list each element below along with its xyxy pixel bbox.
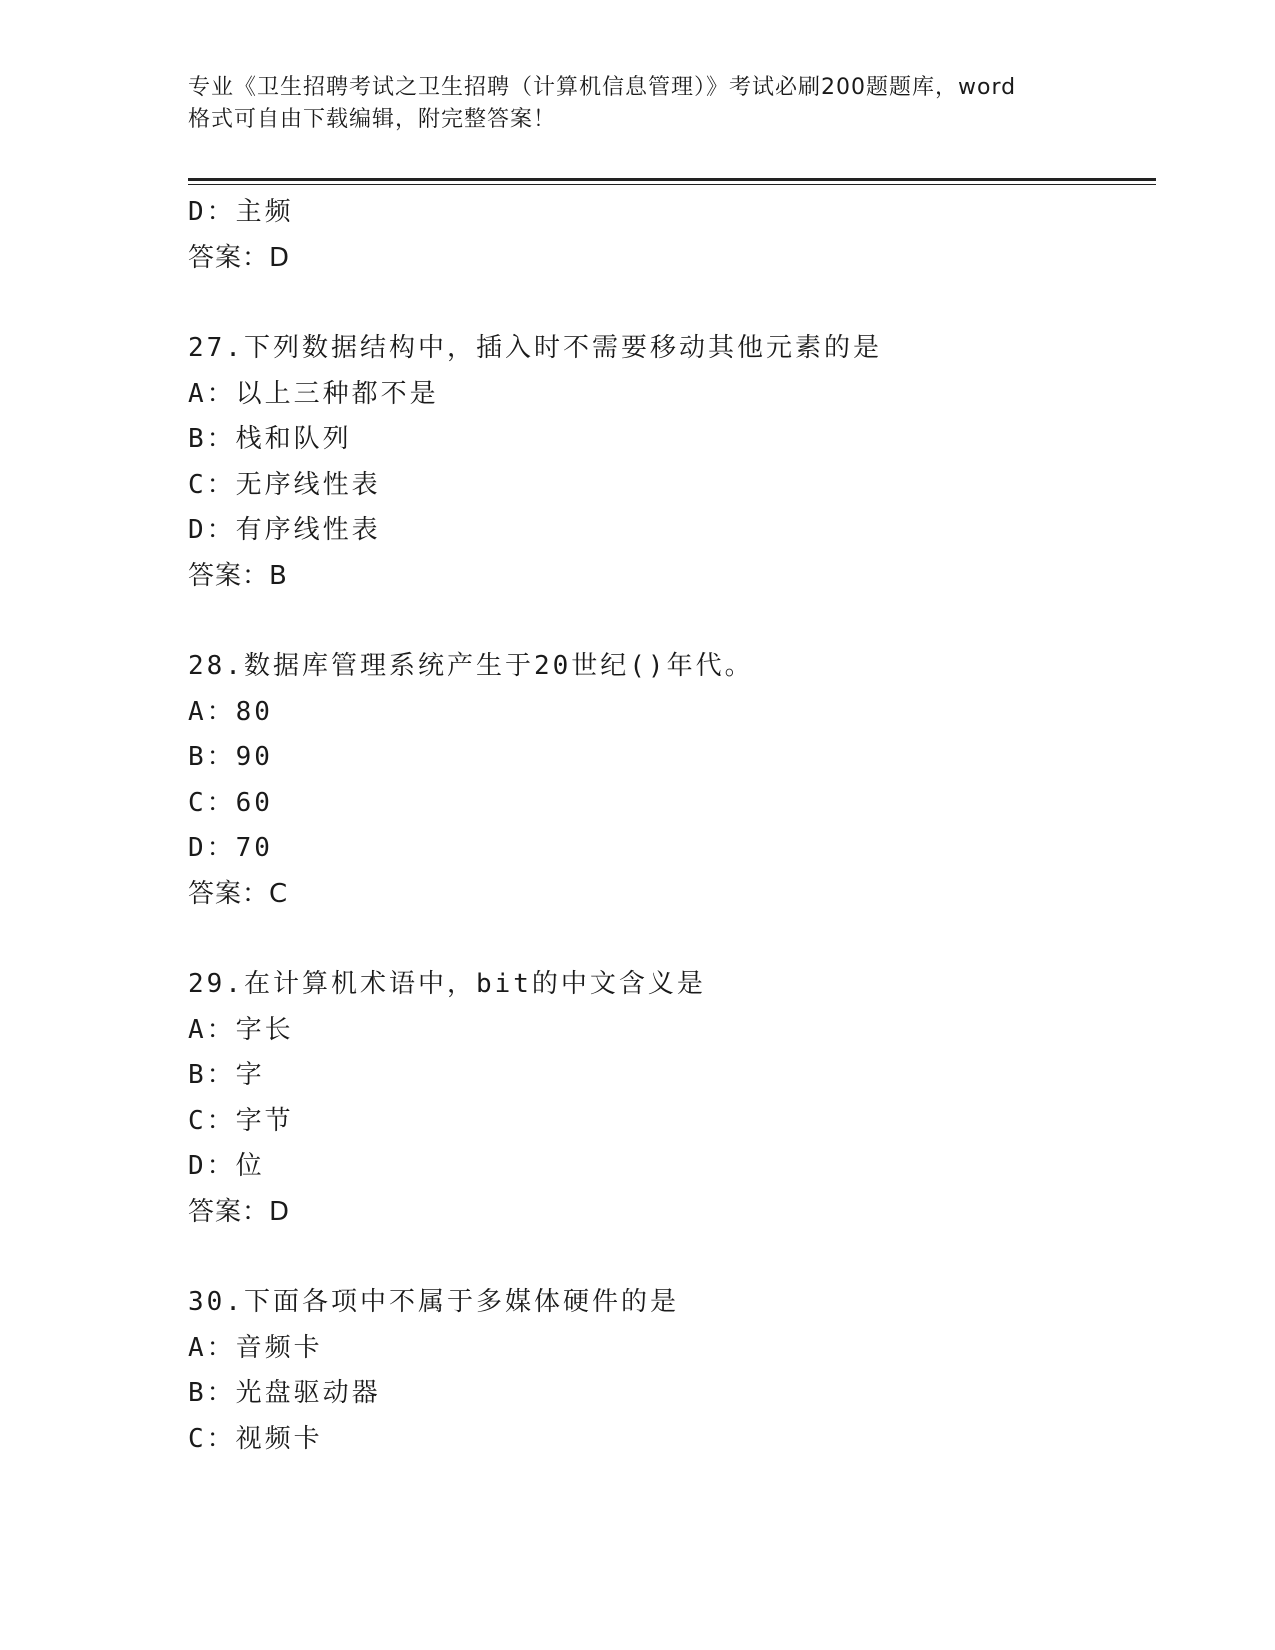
option-b: B：光盘驱动器 (188, 1378, 381, 1408)
question-stem: 30.下面各项中不属于多媒体硬件的是 (188, 1287, 679, 1317)
answer-line: 答案：D (188, 242, 291, 273)
question-stem: 29.在计算机术语中，bit的中文含义是 (188, 969, 706, 999)
option-d: D：主频 (188, 197, 294, 227)
option-a: A：以上三种都不是 (188, 378, 439, 409)
option-c: C：60 (188, 787, 273, 818)
option-c: C：字节 (188, 1105, 294, 1136)
answer-line: 答案：C (188, 878, 289, 909)
question-stem: 27.下列数据结构中，插入时不需要移动其他元素的是 (188, 333, 882, 363)
header-rule-thick (188, 178, 1156, 181)
answer-line: 答案：B (188, 560, 288, 591)
header-line-1: 专业《卫生招聘考试之卫生招聘（计算机信息管理）》考试必刷200题题库，word (188, 75, 1017, 100)
option-b: B：栈和队列 (188, 424, 352, 454)
option-a: A：80 (188, 696, 273, 727)
option-d: D：70 (188, 833, 273, 863)
option-a: A：音频卡 (188, 1332, 323, 1363)
question-block-27 (188, 326, 1148, 599)
header-line-2: 格式可自由下载编辑，附完整答案！ (188, 107, 557, 132)
header-rule-thin (188, 184, 1156, 185)
option-a: A：字长 (188, 1014, 294, 1045)
question-list (188, 190, 1148, 1462)
question-block-28 (188, 644, 1148, 917)
answer-line: 答案：D (188, 1196, 291, 1227)
option-b: B：字 (188, 1060, 265, 1090)
question-stem: 28.数据库管理系统产生于20世纪()年代。 (188, 651, 754, 681)
option-b: B：90 (188, 742, 273, 772)
question-block-29 (188, 962, 1148, 1235)
document-header (188, 72, 1088, 136)
question-block-30 (188, 1280, 1148, 1462)
option-c: C：视频卡 (188, 1423, 323, 1454)
option-c: C：无序线性表 (188, 469, 381, 500)
option-d: D：有序线性表 (188, 515, 381, 545)
option-d: D：位 (188, 1151, 265, 1181)
question-block-partial (188, 190, 1148, 281)
